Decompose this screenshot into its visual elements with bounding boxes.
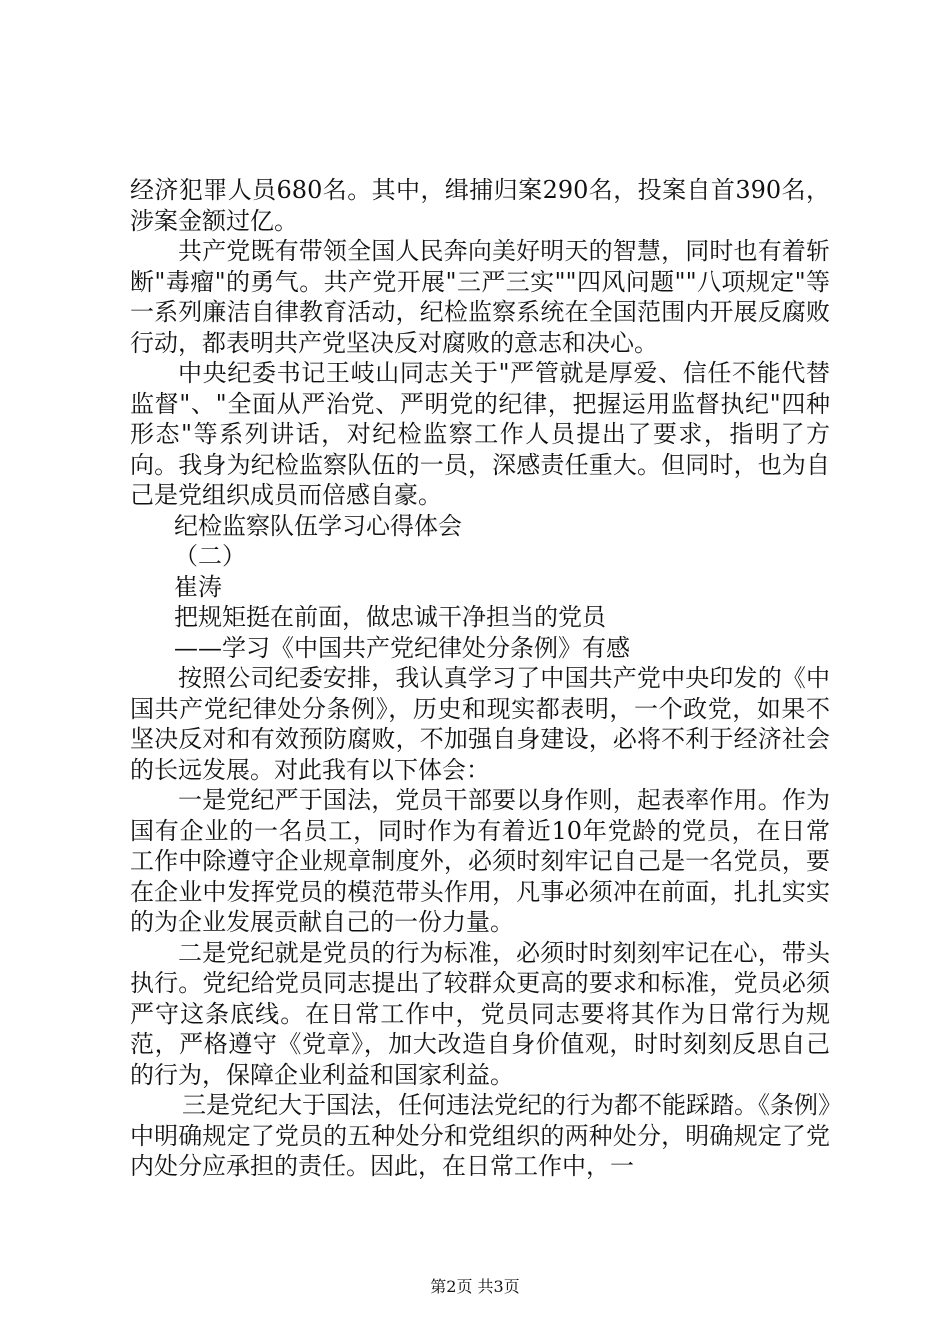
paragraph-point-two: 二是党纪就是党员的行为标准，必须时时刻刻牢记在心，带头执行。党纪给党员同志提出了较群众更高的要求和标准，党员必须严守这条底线。在日常工作中，党员同志要将其作为日常行为规范，严格遵守《党章》，加大改造自身价值观，时时刻刻反思自己的行为，保障企业利益和国家利益。 (130, 938, 830, 1089)
author-name: 崔涛 (174, 572, 222, 601)
paragraph-party-wisdom: 共产党既有带领全国人民奔向美好明天的智慧，同时也有着斩断"毒瘤"的勇气。共产党开展"三严三实""四风问题""八项规定"等一系列廉洁自律教育活动，纪检监察系统在全国范围内开展反腐败行动，都表明共产党坚决反对腐败的意志和决心。 (130, 237, 830, 357)
paragraph-wang-qishan-speech: 中央纪委书记王岐山同志关于"严管就是厚爱、信任不能代替监督"、"全面从严治党、严明党的纪律，把握运用监督执纪"四种形态"等系列讲话，对纪检监察工作人员提出了要求，指明了方向。我身为纪检监察队伍的一员，深感责任重大。但同时，也为自己是党组织成员而倍感自豪。 (130, 359, 830, 509)
section-title: 纪检监察队伍学习心得体会 (174, 511, 462, 540)
paragraph-intro: 按照公司纪委安排，我认真学习了中国共产党中央印发的《中国共产党纪律处分条例》，历史和现实都表明，一个政党，如果不坚决反对和有效预防腐败，不加强自身建设，必将不利于经济社会的长远发展。对此我有以下体会： (130, 664, 830, 784)
paragraph-continuation: 经济犯罪人员680名。其中，缉捕归案290名，投案自首390名，涉案金额过亿。 (130, 176, 830, 235)
article-title: 把规矩挺在前面，做忠诚干净担当的党员 (174, 603, 606, 631)
document-body (130, 175, 830, 1182)
paragraph-point-one: 一是党纪严于国法，党员干部要以身作则，起表率作用。作为国有企业的一名员工，同时作为有着近10年党龄的党员，在日常工作中除遵守企业规章制度外，必须时刻牢记自己是一名党员，要在企业中发挥党员的模范带头作用，凡事必须冲在前面，扎扎实实的为企业发展贡献自己的一份力量。 (130, 786, 830, 936)
paragraph-point-three: 三是党纪大于国法，任何违法党纪的行为都不能踩踏。《条例》中明确规定了党员的五种处分和党组织的两种处分，明确规定了党内处分应承担的责任。因此，在日常工作中，一 (130, 1091, 830, 1180)
page-footer: 第2页 共3页 (430, 1277, 520, 1296)
section-number: （二） (174, 542, 246, 570)
article-subtitle: ——学习《中国共产党纪律处分条例》有感 (174, 633, 630, 662)
